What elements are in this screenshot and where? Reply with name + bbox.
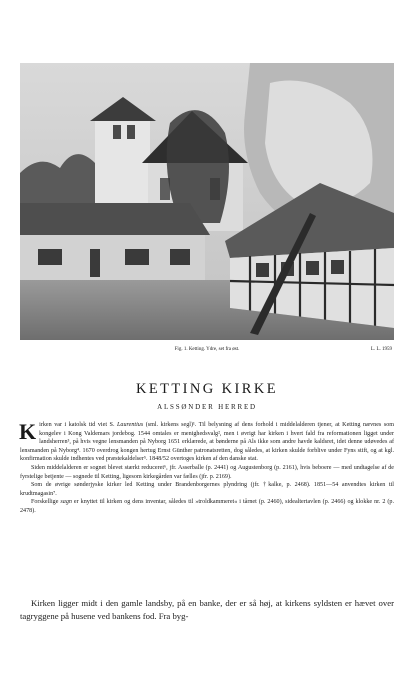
lead-paragraph: Kirken ligger midt i den gamle landsby, på en banke, der er så høj, at kirkens syldsten er hævet over tagryggene på husene ved bankens fod. Fra byg- <box>20 598 394 621</box>
p1-text-b: (sml. kirkens segl)¹. Til belysning af dens forhold i middelalderen tjener, at Ketting nævnes som kongelev i Kong Valdemars jordebog. 1544 omtales er menighedsvalg², men i øvrigt har kirken i hvert fald fra reformationen ligget under landsherren³, på hvis vegne lensmanden på Nyborg 1651 erklærede, at bønderne på Als ikke som andre havde kaldsret, idet denne udøvedes af lensmanden på Nyborg⁴. 1670 overdrog kongen hertug Ernst Günther patronatsretten, dog således, at kirken skulde forblive under Fyns stift, og at kgl. konfirmation skulde indhentes ved præstekaldelser⁵. 1848/52 overtoges kirken af den danske stat. <box>20 422 394 463</box>
church-photograph <box>20 63 394 340</box>
p1-text-a: irken var i katolsk tid viet S. <box>39 422 118 428</box>
p4-text-a: Forskellige <box>31 499 61 506</box>
caption-text: Fig. 1. Ketting. Ydre, set fra øst. <box>174 347 240 352</box>
body-text <box>20 421 394 516</box>
sagn-word: sagn <box>60 499 72 506</box>
figure-caption <box>20 345 394 355</box>
paragraph-2: Siden middelalderen er sognet blevet stærkt reduceret⁶, jfr. Asserballe (p. 2441) og Augustenborg (p. 2161), hvis beboere — med undtagelse af de fyrstelige betjente — sognede til Ketting, ligesom kirkegården var fælles (jfr. p. 2169). <box>20 464 394 480</box>
page-subtitle: ALSSØNDER HERRED <box>157 403 257 411</box>
photo-credit: L. L. 1959 <box>370 347 392 352</box>
lead-text <box>20 597 394 622</box>
p4-text-b: er knyttet til kirken og dens inventar, således til »troldkammeret« i tårnet (p. 2460), sidealtertavlen (p. 2466) og klokke nr. 2 (p. 2478). <box>20 499 395 514</box>
church-photo-image <box>20 63 394 340</box>
paragraph-3: Som de øvrige sønderjyske kirker led Ketting under Brandenborgernes plyndring (jfr. †kalke, p. 2468). 1851—54 anvendtes kirken til krudtmagasin⁷. <box>20 482 394 497</box>
paragraph-4 <box>20 498 394 515</box>
page-title: KETTING KIRKE <box>136 381 278 397</box>
saint-name: Laurentius <box>117 422 144 428</box>
paragraph-1 <box>20 421 394 464</box>
drop-cap: K <box>19 419 37 444</box>
